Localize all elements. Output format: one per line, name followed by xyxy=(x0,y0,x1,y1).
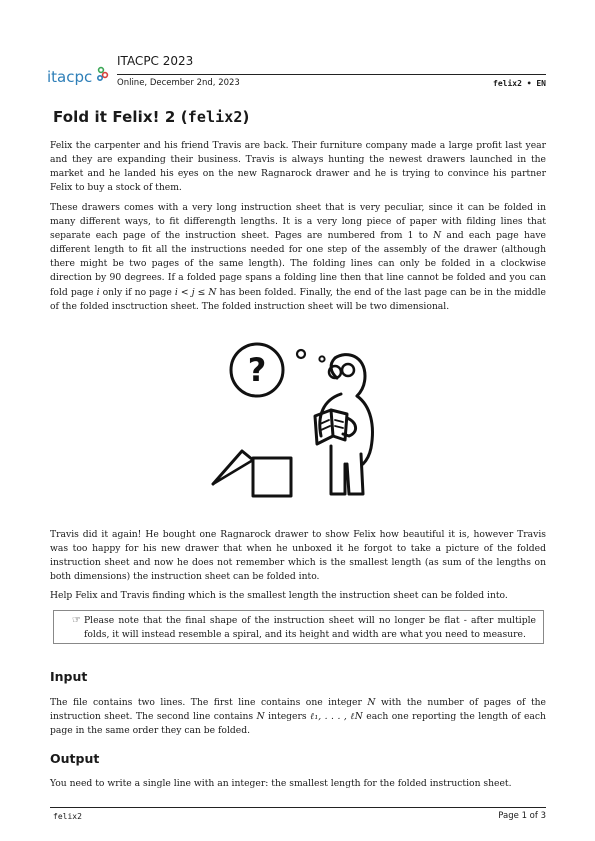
p2-text-b: and each page have different length to fit all the instructions needed for one step of the assembly of the drawer (although there might be two pages of the same length). The folding lines can only be folded in a clockwise direction by 90 degrees. If a folded page spans a folding line then that line cannot be folded and you can fold page xyxy=(50,230,546,298)
problem-title xyxy=(53,108,250,126)
itacpc-logo xyxy=(47,62,117,92)
input-description xyxy=(50,696,546,738)
note-box xyxy=(53,610,544,644)
p2-text-a: These drawers comes with a very long instruction sheet that is very peculiar, since it can be folded in many different ways, to fit differength lengths. It is a very long piece of paper with filding lines that separate each page of the instruction sheet. Pages are numbered from 1 to xyxy=(50,202,546,242)
contest-name: ITACPC 2023 xyxy=(117,54,194,68)
output-description: You need to write a single line with an integer: the smallest length for the folded instruction sheet. xyxy=(50,778,512,789)
note-text: Please note that the final shape of the instruction sheet will no longer be flat - after multiple folds, it will instead resemble a spiral, and its height and width are what you need to measure. xyxy=(84,615,536,640)
book xyxy=(315,410,333,444)
confused-person-illustration xyxy=(205,336,385,504)
input-text-d: each one reporting the length of each page in the same order they can be folded. xyxy=(50,711,546,737)
input-text-c: integers xyxy=(264,711,311,723)
footer-problem-code: felix2 xyxy=(53,812,82,821)
statement-paragraph-3: Travis did it again! He bought one Ragnarock drawer to show Felix how beautiful it is, however Travis was too happy for his new drawer that when he unboxed it he forgot to take a picture of the folded instruction sheet and now he does not remember which is the smallest length (as sum of the lengths on both dimensions) the instruction sheet can be folded into. xyxy=(50,529,546,583)
input-heading: Input xyxy=(50,669,88,684)
math-sequence: ℓ₁, . . . , ℓN xyxy=(310,711,363,723)
question-mark-icon: ? xyxy=(247,351,267,389)
statement-paragraph-2 xyxy=(50,201,546,314)
input-text-b: with the number of pages of the instruction sheet. The second line contains xyxy=(50,697,546,723)
contest-date: Online, December 2nd, 2023 xyxy=(117,78,240,88)
input-text-a: The file contains two lines. The first line contains one integer xyxy=(50,697,368,708)
math-N: N xyxy=(256,711,265,723)
p2-text-c: only if no page xyxy=(99,286,175,298)
open-box xyxy=(253,458,291,496)
header-rule xyxy=(117,74,546,75)
footer-rule xyxy=(50,807,546,808)
problem-language-tag: felix2 • EN xyxy=(493,79,546,88)
p2-text-d: has been folded. Finally, the end of the last page can be in the middle of the folded insctruction sheet. The folded instruction sheet will be two dimensional. xyxy=(50,286,546,312)
statement-paragraph-4: Help Felix and Travis finding which is the smallest length the instruction sheet can be folded into. xyxy=(50,590,508,601)
title-code: felix2 xyxy=(187,108,243,126)
math-N: N xyxy=(433,230,442,242)
pointing-hand-icon: ☞ xyxy=(72,615,81,626)
output-heading: Output xyxy=(50,751,100,766)
logo-text: itacpc xyxy=(47,68,93,86)
page-number: Page 1 of 3 xyxy=(498,811,546,821)
math-N: N xyxy=(367,697,376,708)
title-text: Fold it Felix! 2 ( xyxy=(53,108,188,126)
math-inequality: i < j ≤ N xyxy=(174,286,217,298)
math-i: i xyxy=(96,286,100,298)
statement-paragraph-1: Felix the carpenter and his friend Travis are back. Their furniture company made a large profit last year and they are expanding their business. Travis is always hunting the newest drawers launched in the market and he landed his eyes on the new Ragnarock drawer and he is trying to convince his partner Felix to buy a stock of them. xyxy=(50,140,546,194)
title-close: ) xyxy=(242,108,250,126)
